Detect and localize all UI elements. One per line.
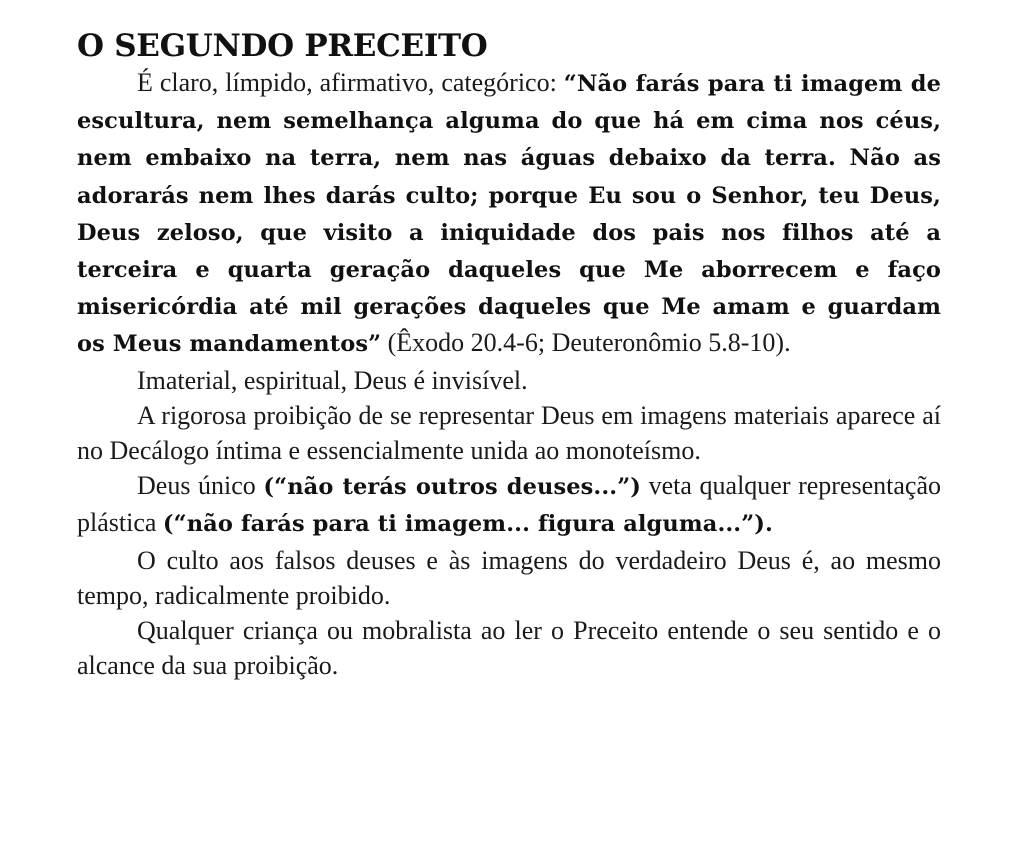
quote-other-gods: (“não terás outros deuses...”)	[263, 474, 642, 501]
paragraph-lead: É claro, límpido, afirmativo, categórico:	[137, 68, 564, 97]
paragraph-text: Deus único	[137, 471, 264, 501]
quote-image: (“não farás para ti imagem... figura alguma...”).	[162, 511, 773, 538]
paragraph-cult: O culto aos falsos deuses e às imagens do verdadeiro Deus é, ao mesmo tempo, radicalmente proibido.	[77, 545, 941, 610]
paragraph-unique-god	[77, 468, 941, 542]
document-page	[77, 28, 941, 683]
paragraph-prohibition: A rigorosa proibição de se representar Deus em imagens materiais aparece aí no Decálogo íntima e essencialmente unida ao monoteísmo.	[77, 400, 941, 466]
paragraph-child: Qualquer criança ou mobralista ao ler o Preceito entende o seu sentido e o alcance da sua proibição.	[77, 616, 941, 681]
paragraph-invisible: Imaterial, espiritual, Deus é invisível.	[137, 365, 528, 395]
scripture-reference: (Êxodo 20.4-6; Deuteronômio 5.8-10).	[381, 328, 791, 358]
commandment-quote: “Não farás para ti imagem de escultura, nem semelhança alguma do que há em cima nos céus, nem embaixo na terra, nem nas águas debaixo da terra. Não as adorarás nem lhes darás culto; porque Eu sou o Senhor, teu Deus, Deus zeloso, que visito a iniquidade dos pais nos filhos até a terceira e quarta geração daqueles que Me aborrecem e faço misericórdia até mil gerações daqueles que Me amam e guardam os Meus mandamentos”	[77, 71, 941, 358]
paragraph-commandment	[77, 65, 941, 363]
section-heading: O SEGUNDO PRECEITO	[77, 28, 488, 64]
paragraph-text: veta qualquer representação plástica	[77, 471, 941, 538]
